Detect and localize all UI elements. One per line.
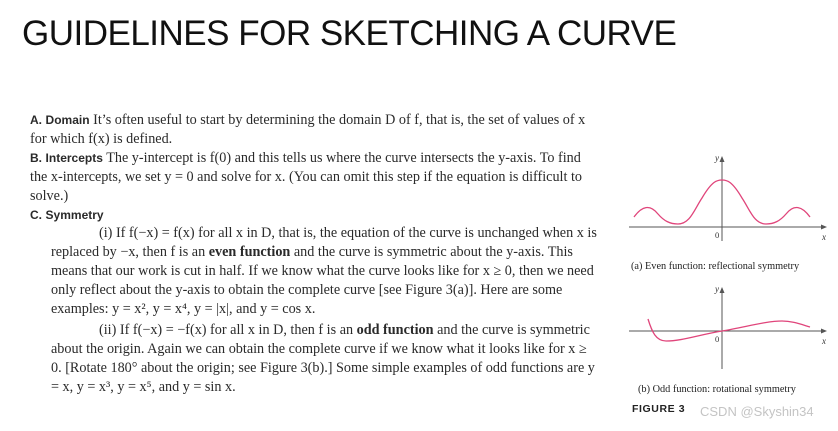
figure-label: FIGURE 3 <box>632 403 686 415</box>
odd-origin-label: 0 <box>715 334 720 344</box>
section-domain <box>30 111 600 149</box>
odd-function-text-b: and the curve is symmetric about the origin. Again we can obtain the complete curve if we know what it looks like for x ≥ 0. [Rotate 180° about the origin; see Figure 3(b).] Some simple examples of odd functions are y = x, y = x³, y = x⁵, and y = sin x. <box>51 321 595 395</box>
odd-function-caption: (b) Odd function: rotational symmetry <box>638 384 796 395</box>
odd-function-term: odd function <box>356 321 434 338</box>
section-intercepts-heading: Intercepts <box>45 150 103 165</box>
odd-y-label: y <box>715 284 719 294</box>
section-intercepts-label: B. <box>30 150 42 165</box>
even-function-paragraph <box>51 224 600 319</box>
odd-x-label: x <box>822 336 826 346</box>
even-function-term: even function <box>208 244 291 261</box>
odd-function-curve <box>648 319 810 341</box>
odd-function-text-a: (ii) If f(−x) = −f(x) for all x in D, then f is an <box>99 321 357 338</box>
section-domain-text: It’s often useful to start by determining the domain D of f, that is, the set of values of x for which f(x) is defined. <box>30 112 586 147</box>
guidelines-body <box>30 111 600 397</box>
odd-y-axis-arrow <box>720 287 725 293</box>
even-function-caption: (a) Even function: reflectional symmetry <box>631 261 800 272</box>
odd-x-axis-arrow <box>821 329 827 334</box>
odd-function-graph <box>626 281 831 373</box>
watermark: CSDN @Skyshin34 <box>700 404 814 419</box>
even-function-text-a: (i) If f(−x) = f(x) for all x in D, that is, the equation of the curve is unchanged when x is replaced by −x, then f is an <box>51 225 597 261</box>
even-y-label: y <box>715 153 719 163</box>
section-symmetry <box>30 206 600 225</box>
even-y-axis-arrow <box>720 156 725 162</box>
even-x-axis-arrow <box>821 225 827 230</box>
even-function-text-b: and the curve is symmetric about the y-axis. This means that our work is cut in half. If we know what the curve looks like for x ≥ 0, then we need only reflect about the y-axis to obtain the complete curve [see Figure 3(a)]. Here are some examples: y = x², y = x⁴, y = |x|, and y = cos x. <box>51 244 594 318</box>
page-title: GUIDELINES FOR SKETCHING A CURVE <box>22 14 677 53</box>
section-symmetry-label: C. <box>30 207 42 222</box>
section-domain-label: A. <box>30 113 42 127</box>
even-function-graph <box>626 150 831 242</box>
section-intercepts-text: The y-intercept is f(0) and this tells us where the curve intersects the y-axis. To find the x-intercepts, we set y = 0 and solve for x. (You can omit this step if the equation is difficult to solve.) <box>30 149 583 204</box>
odd-function-paragraph <box>51 321 600 397</box>
section-symmetry-heading: Symmetry <box>45 207 104 222</box>
section-intercepts <box>30 149 600 206</box>
section-domain-heading: Domain <box>45 113 90 127</box>
figure-3 <box>626 150 831 395</box>
even-origin-label: 0 <box>715 230 720 240</box>
even-x-label: x <box>822 232 826 242</box>
symmetry-paragraphs <box>30 224 600 396</box>
